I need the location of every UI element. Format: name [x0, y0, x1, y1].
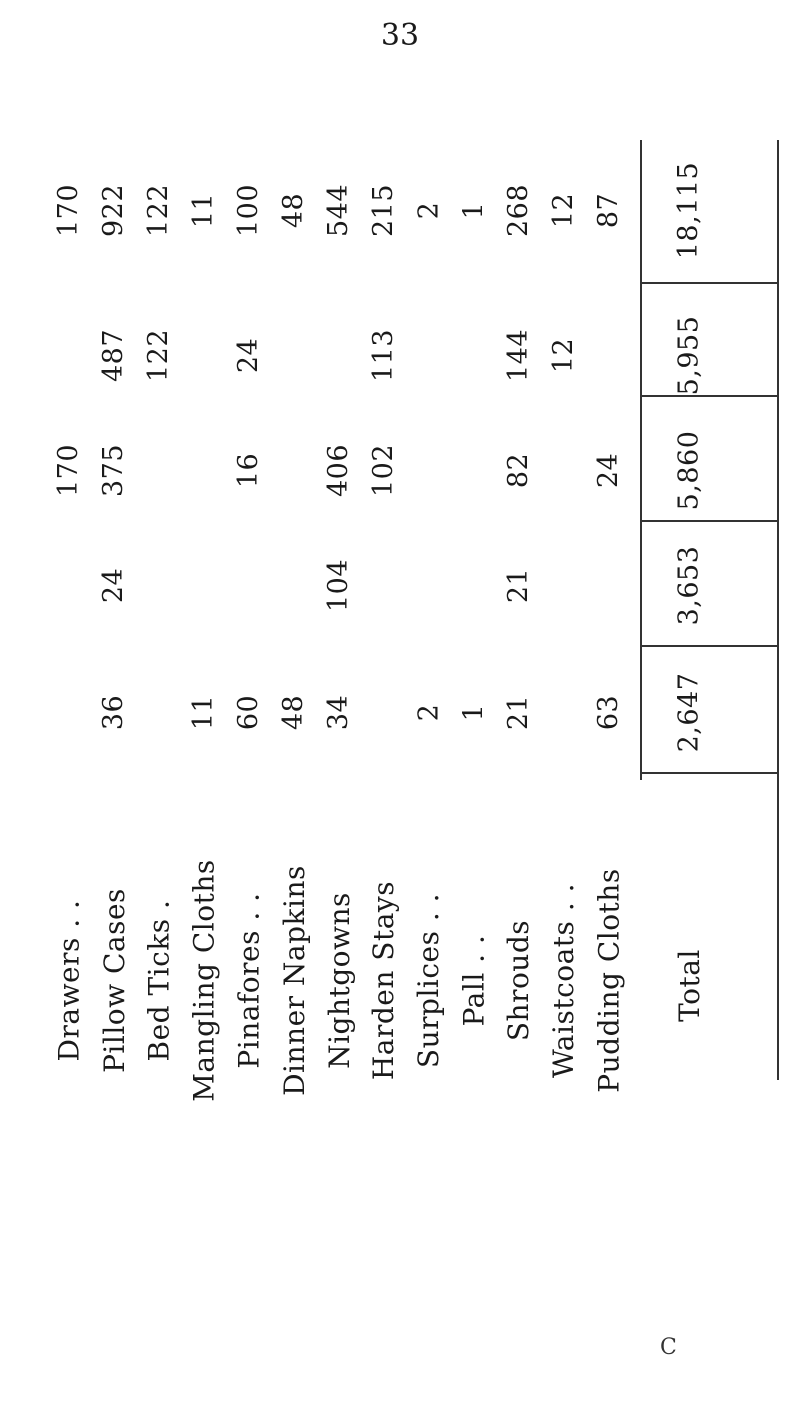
cell-c3	[50, 400, 88, 540]
cell-c3	[230, 400, 268, 540]
cell-c3	[500, 400, 538, 540]
cell-c1-text: 21	[503, 694, 535, 731]
row-label-text: Surplices . .	[412, 892, 446, 1068]
cell-c5	[140, 140, 178, 280]
rule-5	[640, 772, 777, 774]
cell-c5-text: 1	[458, 201, 490, 219]
row-label-text: Bed Ticks .	[142, 899, 176, 1061]
cell-c3	[365, 400, 403, 540]
cell-c2-text: 24	[98, 567, 130, 603]
cell-c1	[455, 650, 493, 775]
cell-c2	[500, 525, 538, 645]
row-label	[590, 867, 628, 1093]
total-divider	[640, 140, 642, 780]
cell-c4-text: 122	[143, 328, 175, 382]
row-label-text: Harden Stays	[367, 880, 401, 1080]
cell-c5-text: 122	[143, 183, 175, 237]
cell-c1	[500, 650, 538, 775]
total-c4-text: 5,955	[673, 315, 705, 395]
row-label-text: Pinafores . .	[232, 891, 266, 1069]
cell-c2	[320, 525, 358, 645]
cell-c1-text: 60	[233, 694, 265, 731]
cell-c1-text: 2	[413, 703, 445, 722]
total-label-text: Total	[672, 948, 706, 1022]
cell-c5	[365, 140, 403, 280]
cell-c5-text: 170	[53, 183, 85, 237]
cell-c5-text: 215	[368, 183, 400, 237]
cell-c4	[140, 285, 178, 425]
cell-c5-text: 922	[98, 183, 130, 237]
row-label-text: Drawers . .	[52, 899, 86, 1061]
row-label-text: Pudding Cloths	[592, 867, 626, 1093]
cell-c3-text: 406	[323, 443, 355, 497]
rule-3	[640, 520, 777, 522]
total-c5-text: 18,115	[673, 161, 705, 259]
row-label-text: Waistcoats . .	[547, 882, 581, 1078]
cell-c2-text: 104	[323, 558, 355, 612]
total-label	[670, 880, 708, 1090]
cell-c3	[320, 400, 358, 540]
cell-c5	[455, 140, 493, 280]
row-label-text: Nightgowns	[322, 891, 356, 1069]
cell-c4-text: 12	[548, 337, 580, 373]
cell-c5	[50, 140, 88, 280]
cell-c4-text: 144	[503, 328, 535, 382]
cell-c1	[275, 650, 313, 775]
row-label	[365, 870, 403, 1090]
total-c2-text: 3,653	[673, 545, 705, 625]
total-c1	[670, 650, 708, 775]
row-label	[410, 870, 448, 1090]
total-c2	[670, 525, 708, 645]
cell-c5	[185, 140, 223, 280]
cell-c4-text: 24	[233, 337, 265, 373]
cell-c5-text: 87	[593, 192, 625, 228]
cell-c3	[95, 400, 133, 540]
cell-c5	[590, 140, 628, 280]
cell-c1-text: 34	[323, 694, 355, 731]
row-label-text: Dinner Napkins	[277, 864, 311, 1096]
rule-2	[640, 395, 777, 397]
cell-c1-text: 11	[188, 694, 220, 731]
cell-c1	[230, 650, 268, 775]
row-label-text: Pall . .	[457, 934, 491, 1026]
cell-c3-text: 16	[233, 452, 265, 488]
cell-c5	[500, 140, 538, 280]
cell-c5-text: 48	[278, 192, 310, 228]
cell-c4	[545, 285, 583, 425]
row-label	[50, 870, 88, 1090]
row-label	[230, 870, 268, 1090]
cell-c1-text: 63	[593, 694, 625, 731]
cell-c3-text: 102	[368, 443, 400, 497]
row-label-text: Shrouds	[502, 919, 536, 1041]
row-label	[545, 870, 583, 1090]
cell-c5-text: 268	[503, 183, 535, 237]
cell-c5-text: 2	[413, 201, 445, 219]
cell-c2-text: 21	[503, 567, 535, 603]
cell-c5	[410, 140, 448, 280]
cell-c5	[545, 140, 583, 280]
row-label-text: Pillow Cases	[97, 887, 131, 1073]
rule-4	[640, 645, 777, 647]
footer-mark: C	[660, 1335, 677, 1360]
cell-c5	[320, 140, 358, 280]
total-c3-text: 5,860	[673, 430, 705, 510]
cell-c4-text: 113	[368, 328, 400, 382]
cell-c3-text: 24	[593, 452, 625, 488]
cell-c1-text: 48	[278, 694, 310, 731]
cell-c1	[320, 650, 358, 775]
row-label-text: Mangling Cloths	[187, 858, 221, 1102]
cell-c1	[410, 650, 448, 775]
cell-c5	[95, 140, 133, 280]
cell-c5	[275, 140, 313, 280]
cell-c1	[590, 650, 628, 775]
row-label	[140, 870, 178, 1090]
total-c1-text: 2,647	[673, 672, 705, 753]
total-c3	[670, 400, 708, 540]
cell-c1	[95, 650, 133, 775]
cell-c3-text: 170	[53, 443, 85, 497]
row-label	[320, 870, 358, 1090]
cell-c3-text: 375	[98, 443, 130, 497]
row-label	[500, 870, 538, 1090]
cell-c5-text: 12	[548, 192, 580, 228]
right-border	[777, 140, 779, 1080]
cell-c5-text: 544	[323, 183, 355, 237]
rule-1	[640, 282, 777, 284]
cell-c5-text: 11	[188, 192, 220, 228]
cell-c3-text: 82	[503, 452, 535, 488]
cell-c3	[590, 400, 628, 540]
row-label	[275, 864, 313, 1096]
page-number: 33	[380, 18, 420, 53]
cell-c5	[230, 140, 268, 280]
cell-c5-text: 100	[233, 183, 265, 237]
total-c5	[670, 140, 708, 280]
cell-c2	[95, 525, 133, 645]
cell-c1	[185, 650, 223, 775]
cell-c4-text: 487	[98, 328, 130, 382]
row-label	[95, 870, 133, 1090]
cell-c1-text: 36	[98, 694, 130, 731]
row-label	[185, 858, 223, 1102]
row-label	[455, 870, 493, 1090]
cell-c1-text: 1	[458, 703, 490, 722]
